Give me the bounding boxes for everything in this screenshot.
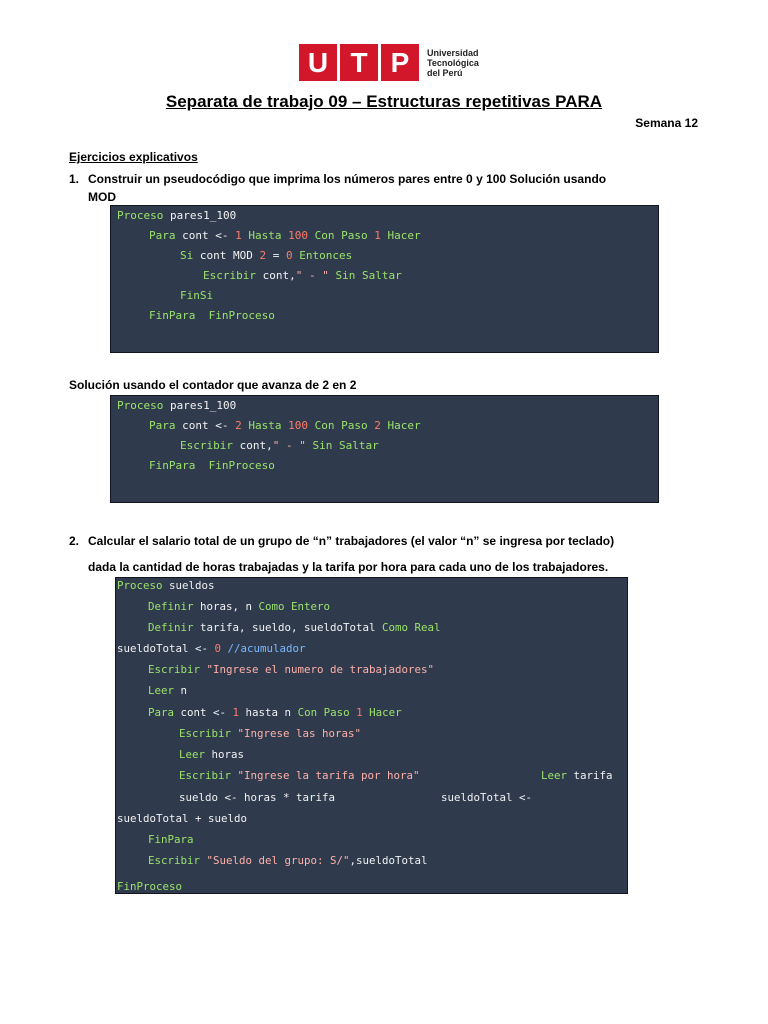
code-token: Leer bbox=[541, 769, 568, 782]
code-token: Escribir bbox=[179, 769, 232, 782]
exercise-1-number: 1. bbox=[69, 172, 80, 186]
code2-line-4 bbox=[149, 456, 275, 476]
code-token: Definir bbox=[148, 600, 194, 613]
code-token: tarifa bbox=[567, 769, 613, 782]
code-token: "Ingrese el numero de trabajadores" bbox=[200, 663, 435, 676]
code-token: Hacer bbox=[362, 706, 402, 719]
code-token: FinSi bbox=[180, 289, 214, 302]
code-token: Escribir bbox=[180, 439, 233, 452]
code-token: "Ingrese la tarifa por hora" bbox=[231, 769, 420, 782]
code3-line-15 bbox=[117, 876, 182, 897]
code-token: 0 bbox=[285, 249, 293, 262]
code3-line-6 bbox=[148, 680, 187, 701]
code-token: pares1_100 bbox=[163, 399, 237, 412]
exercise-1-text-line-1: Construir un pseudocódigo que imprima los números pares entre 0 y 100 Solución usando bbox=[88, 172, 607, 186]
code-token: horas bbox=[205, 748, 245, 761]
exercise-2-text-line-1: Calcular el salario total de un grupo de “n” trabajadores (el valor “n” se ingresa por teclado) bbox=[88, 534, 615, 548]
code-token: Como Real bbox=[382, 621, 441, 634]
code-token: Con Paso bbox=[297, 706, 357, 719]
code3-line-4 bbox=[117, 638, 306, 659]
code2-line-2 bbox=[149, 416, 421, 436]
solution-2-subtitle: Solución usando el contador que avanza de 2 en 2 bbox=[69, 378, 357, 392]
code-token: Escribir bbox=[179, 727, 232, 740]
code2-line-3 bbox=[180, 436, 379, 456]
code2-line-1 bbox=[117, 396, 236, 416]
code-token: FinPara FinProceso bbox=[149, 459, 275, 472]
code3-line-7 bbox=[148, 702, 402, 723]
code-token: Entonces bbox=[292, 249, 353, 262]
code1-line-4 bbox=[203, 266, 402, 286]
code-token: Sin Saltar bbox=[328, 269, 402, 282]
code1-line-3 bbox=[180, 246, 352, 266]
code-token: Hasta bbox=[241, 419, 289, 432]
code-token: FinProceso bbox=[117, 880, 183, 893]
code3-line-13 bbox=[148, 829, 194, 850]
code-token: Con Paso bbox=[307, 419, 375, 432]
logo-wordmark bbox=[427, 48, 479, 78]
code-token: cont, bbox=[232, 439, 273, 452]
code-token: Escribir bbox=[148, 854, 201, 867]
code-token: Definir bbox=[148, 621, 194, 634]
code-token: Para bbox=[149, 229, 176, 242]
code1-line-6 bbox=[149, 306, 275, 326]
code-token: Si bbox=[180, 249, 194, 262]
code-token: "Ingrese las horas" bbox=[231, 727, 362, 740]
code-token: hasta n bbox=[239, 706, 298, 719]
code3-line-14 bbox=[148, 850, 428, 871]
exercise-2-text-line-2: dada la cantidad de horas trabajadas y la tarifa por hora para cada uno de los trabajadores. bbox=[88, 560, 609, 574]
code3-line-1 bbox=[117, 575, 215, 596]
code-token: = bbox=[266, 249, 286, 262]
code3-line-12 bbox=[117, 808, 247, 829]
logo-line-2: Tecnológica bbox=[427, 57, 479, 68]
code-token: "Sueldo del grupo: S/" bbox=[200, 854, 350, 867]
code3-line-2 bbox=[148, 596, 330, 617]
code-token: 100 bbox=[288, 419, 308, 432]
logo-letter-u: U bbox=[299, 44, 337, 81]
code-token: sueldoTotal <- bbox=[117, 642, 215, 655]
code-token: Sin Saltar bbox=[305, 439, 379, 452]
code-block-3 bbox=[115, 577, 628, 894]
exercise-1-text-line-2: MOD bbox=[88, 190, 116, 204]
code-token: 2 bbox=[235, 419, 242, 432]
code-token: ,sueldoTotal bbox=[349, 854, 428, 867]
code-token: 0 bbox=[214, 642, 222, 655]
code-token: Para bbox=[149, 419, 176, 432]
document-title: Separata de trabajo 09 – Estructuras repetitivas PARA bbox=[165, 92, 603, 111]
code1-line-2 bbox=[149, 226, 421, 246]
code-token: cont <- bbox=[174, 706, 233, 719]
code-token: cont <- bbox=[175, 229, 236, 242]
code-token: pares1_100 bbox=[163, 209, 237, 222]
code-token: sueldo <- horas * tarifa bbox=[179, 791, 336, 804]
code-token: Leer bbox=[179, 748, 206, 761]
code-token: Hacer bbox=[380, 419, 421, 432]
code3-line-11-total bbox=[441, 787, 532, 808]
code-token: n bbox=[174, 684, 188, 697]
week-label: Semana 12 bbox=[635, 116, 698, 130]
code-token: Proceso bbox=[117, 209, 164, 222]
code-token: FinPara bbox=[148, 833, 194, 846]
code-token: " - " bbox=[295, 269, 329, 282]
code1-line-1 bbox=[117, 206, 236, 226]
code-block-2 bbox=[110, 395, 659, 503]
code3-line-11 bbox=[179, 787, 335, 808]
code-token: Hacer bbox=[380, 229, 421, 242]
code-token: cont <- bbox=[175, 419, 236, 432]
code-token: Como Entero bbox=[258, 600, 331, 613]
code1-line-5 bbox=[180, 286, 213, 306]
exercise-2 bbox=[69, 528, 649, 580]
code3-line-10-read bbox=[541, 765, 613, 786]
code-token: 100 bbox=[288, 229, 308, 242]
code-token: Hasta bbox=[241, 229, 289, 242]
code-token: cont MOD bbox=[193, 249, 260, 262]
code-token: 2 bbox=[259, 249, 267, 262]
code-token: cont, bbox=[255, 269, 296, 282]
code-token: 1 bbox=[356, 706, 363, 719]
code-token: Para bbox=[148, 706, 175, 719]
code-token: " - " bbox=[272, 439, 306, 452]
code3-line-3 bbox=[148, 617, 441, 638]
logo-letter-t: T bbox=[340, 44, 378, 81]
code3-line-8 bbox=[179, 723, 361, 744]
section-heading: Ejercicios explicativos bbox=[69, 150, 198, 164]
code-token: horas, n bbox=[193, 600, 259, 613]
logo-line-3: del Perú bbox=[427, 67, 463, 78]
exercise-2-number: 2. bbox=[69, 534, 80, 548]
exercise-1 bbox=[69, 170, 629, 206]
code-token: Proceso bbox=[117, 399, 164, 412]
code3-line-5 bbox=[148, 659, 434, 680]
code-token: 1 bbox=[232, 706, 240, 719]
code-token: Con Paso bbox=[307, 229, 375, 242]
code-token: FinPara FinProceso bbox=[149, 309, 275, 322]
code-token: sueldoTotal + sueldo bbox=[117, 812, 248, 825]
code-token: Escribir bbox=[148, 663, 201, 676]
code3-line-9 bbox=[179, 744, 244, 765]
code-token: Escribir bbox=[203, 269, 256, 282]
code-token: 2 bbox=[374, 419, 381, 432]
code-block-1 bbox=[110, 205, 659, 353]
code-token: tarifa, sueldo, sueldoTotal bbox=[193, 621, 383, 634]
code-token: 1 bbox=[235, 229, 242, 242]
code-token: sueldos bbox=[162, 579, 215, 592]
code-token: 1 bbox=[374, 229, 381, 242]
code3-line-10 bbox=[179, 765, 420, 786]
utp-logo bbox=[299, 44, 479, 81]
code-token: Proceso bbox=[117, 579, 163, 592]
code-token: sueldoTotal <- bbox=[441, 791, 533, 804]
code-token: Leer bbox=[148, 684, 175, 697]
code-token: //acumulador bbox=[221, 642, 306, 655]
logo-letter-p: P bbox=[381, 44, 419, 81]
logo-line-1: Universidad bbox=[427, 47, 479, 58]
